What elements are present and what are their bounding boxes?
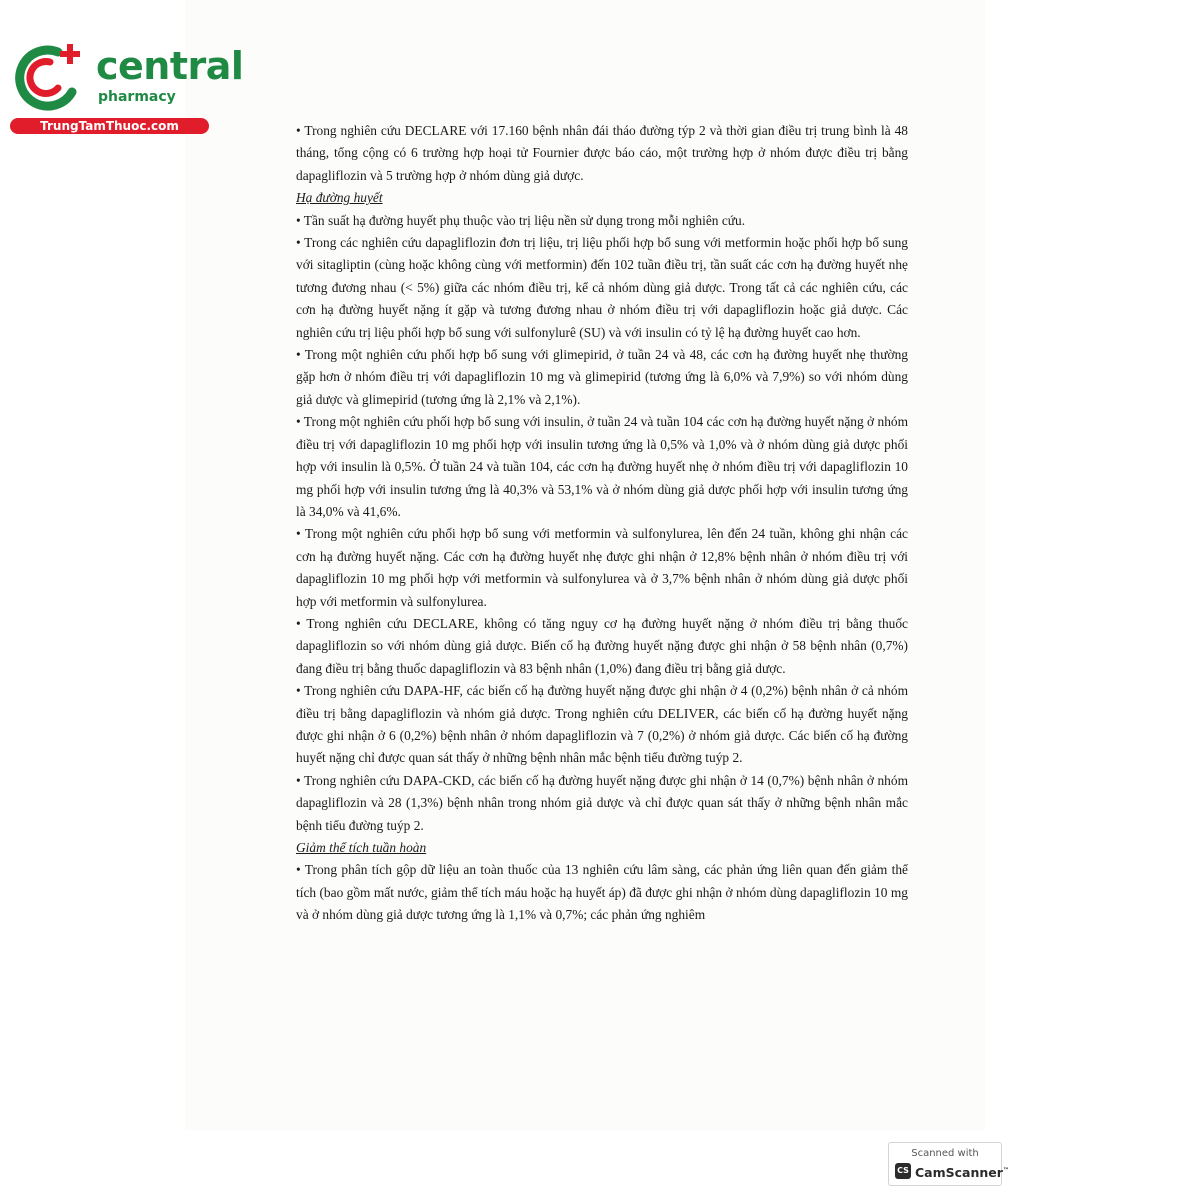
paragraph-monotherapy-studies: • Trong các nghiên cứu dapagliflozin đơn trị liệu, trị liệu phối hợp bổ sung với metformin hoặc phối hợp bổ sung với sitagliptin (cùng hoặc không cùng với metformin) đến 102 tuần điều trị, tần suất các cơn hạ đường huyết nhẹ tương đương nhau (< 5%) giữa các nhóm điều trị, kể cả nhóm dùng giả dược. Trong tất cả các nghiên cứu, các cơn hạ đường huyết nặng ít gặp và tương đương nhau ở nhóm điều trị với dapagliflozin hoặc giả dược. Các nghiên cứu trị liệu phối hợp bổ sung với sulfonylurê (SU) và với insulin có tỷ lệ hạ đường huyết cao hơn. [296,235,908,340]
paragraph-dapa-hf-deliver: • Trong nghiên cứu DAPA-HF, các biến cố hạ đường huyết nặng được ghi nhận ở 4 (0,2%) bệnh nhân ở cả nhóm điều trị bằng dapagliflozin và nhóm giả dược. Trong nghiên cứu DELIVER, các biến cố hạ đường huyết nặng được ghi nhận ở 6 (0,2%) bệnh nhân ở nhóm dapagliflozin và 7 (0,2%) ở nhóm giả dược. Các biến cố hạ đường huyết nặng chỉ được quan sát thấy ở những bệnh nhân mắc bệnh tiểu đường tuýp 2. [296,683,908,766]
central-logo-icon [10,40,88,112]
paragraph-declare-hypoglycemia: • Trong nghiên cứu DECLARE, không có tăng nguy cơ hạ đường huyết nặng ở nhóm điều trị bằng thuốc dapagliflozin so với nhóm dùng giả dược. Biến cố hạ đường huyết nặng được ghi nhận ở 58 bệnh nhân (0,7%) đang điều trị bằng thuốc dapagliflozin và 83 bệnh nhân (1,0%) đang điều trị bằng giả dược. [296,615,908,676]
badge-trademark: ™ [1002,1167,1009,1174]
logo-website: TrungTamThuoc.com [10,118,209,134]
document-body [296,120,908,927]
paragraph-insulin-study: • Trong một nghiên cứu phối hợp bổ sung với insulin, ở tuần 24 và tuần 104 các cơn hạ đường huyết nặng ở nhóm điều trị với dapagliflozin 10 mg phối hợp với insulin tương ứng là 0,5% và 1,0% và ở nhóm dùng giả dược phối hợp với insulin là 0,5%. Ở tuần 24 và tuần 104, các cơn hạ đường huyết nhẹ ở nhóm điều trị với dapagliflozin 10 mg phối hợp với insulin tương ứng là 40,3% và 53,1% và ở nhóm dùng giả dược phối hợp với insulin tương ứng là 34,0% và 41,6%. [296,414,908,519]
camscanner-badge [888,1142,1009,1186]
paragraph-declare-fournier: • Trong nghiên cứu DECLARE với 17.160 bệnh nhân đái tháo đường týp 2 và thời gian điều trị trung bình là 48 tháng, tổng cộng có 6 trường hợp hoại tử Fournier được báo cáo, một trường hợp ở nhóm được điều trị bằng dapagliflozin và 5 trường hợp ở nhóm dùng giả dược. [296,123,908,183]
paragraph-metformin-sulfonylurea-study: • Trong một nghiên cứu phối hợp bổ sung với metformin và sulfonylurea, lên đến 24 tuần, không ghi nhận các cơn hạ đường huyết nặng. Các cơn hạ đường huyết nhẹ được ghi nhận ở 12,8% bệnh nhân ở nhóm điều trị với dapagliflozin 10 mg phối hợp với metformin và sulfonylurea và ở 3,7% bệnh nhân ở nhóm dùng giả dược phối hợp với metformin và sulfonylurea. [296,526,908,609]
paragraph-dapa-ckd: • Trong nghiên cứu DAPA-CKD, các biến cố hạ đường huyết nặng được ghi nhận ở 14 (0,7%) bệnh nhân ở nhóm dapagliflozin và 28 (1,3%) bệnh nhân trong nhóm giả dược và chỉ được quan sát thấy ở những bệnh nhân mắc bệnh tiểu đường tuýp 2. [296,772,908,833]
section-heading-volume-depletion: Giảm thể tích tuần hoàn [296,840,427,855]
logo-subtitle: pharmacy [98,89,176,105]
badge-app-name [915,1163,1009,1181]
paragraph-pooled-analysis: • Trong phân tích gộp dữ liệu an toàn thuốc của 13 nghiên cứu lâm sàng, các phản ứng liên quan đến giảm thể tích (bao gồm mất nước, giảm thể tích máu hoặc hạ huyết áp) đã được ghi nhận ở nhóm dùng dapagliflozin 10 mg và ở nhóm dùng giả dược tương ứng là 1,1% và 0,7%; các phản ứng nghiêm [296,862,908,923]
camscanner-icon: CS [895,1163,911,1179]
paragraph-hypoglycemia-frequency: • Tần suất hạ đường huyết phụ thuộc vào trị liệu nền sử dụng trong mỗi nghiên cứu. [296,212,746,228]
paragraph-glimepiride-study: • Trong một nghiên cứu phối hợp bổ sung với glimepirid, ở tuần 24 và 48, các cơn hạ đường huyết nhẹ thường gặp hơn ở nhóm điều trị với dapagliflozin 10 mg và glimepirid (tương ứng là 6,0% và 7,9%) so với nhóm dùng giả dược và glimepirid (tương ứng là 2,1% và 2,1%). [296,347,908,407]
badge-app-name-text: CamScanner [915,1165,1003,1181]
badge-top-text: Scanned with [911,1148,979,1159]
section-heading-hypoglycemia: Hạ đường huyết [296,190,383,206]
central-pharmacy-logo [10,40,244,140]
logo-brand-name: central [96,44,244,88]
